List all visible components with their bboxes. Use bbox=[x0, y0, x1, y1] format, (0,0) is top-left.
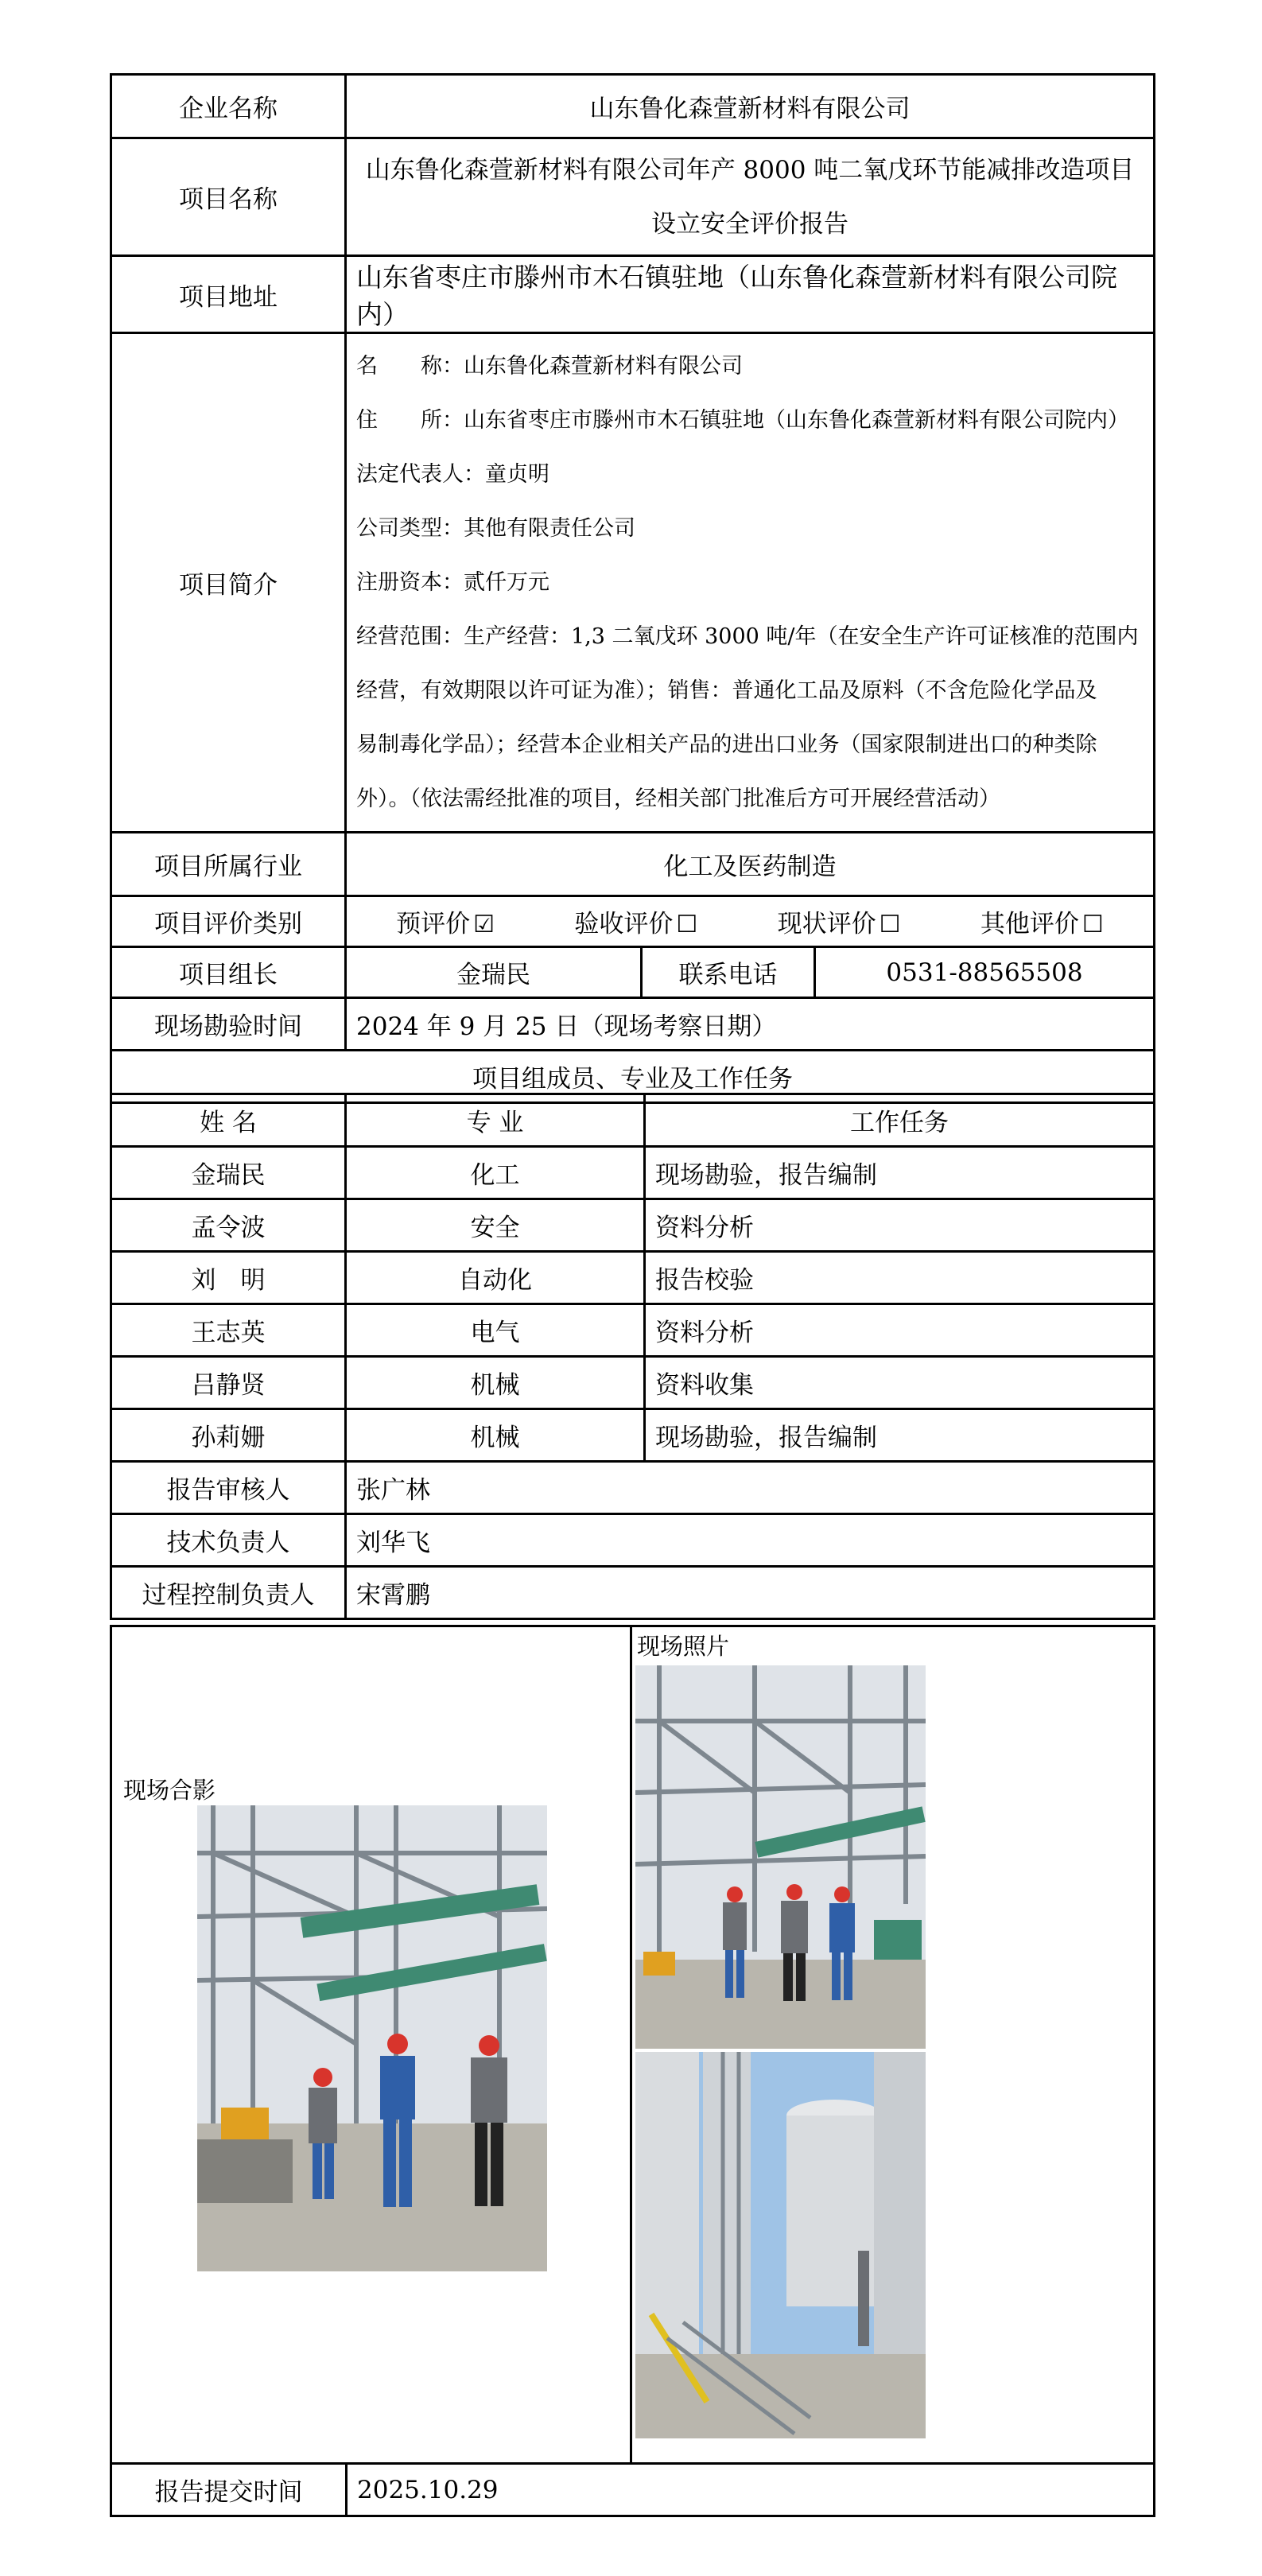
members-header-name: 姓 名 bbox=[111, 1094, 346, 1147]
intro-value bbox=[346, 333, 1155, 833]
project-name-label: 项目名称 bbox=[111, 138, 346, 256]
member-major: 机械 bbox=[346, 1409, 645, 1462]
member-name: 刘 明 bbox=[111, 1252, 346, 1304]
tech-label: 技术负责人 bbox=[111, 1514, 346, 1567]
members-table bbox=[110, 1093, 1155, 1463]
industry-label: 项目所属行业 bbox=[111, 833, 346, 896]
intro-line: 法定代表人：童贞明 bbox=[356, 461, 549, 487]
members-title: 项目组成员、专业及工作任务 bbox=[111, 1051, 1155, 1103]
member-major: 自动化 bbox=[346, 1252, 645, 1304]
signoff-table bbox=[110, 1460, 1155, 1620]
company-value: 山东鲁化森萱新材料有限公司 bbox=[346, 75, 1155, 138]
phone-value: 0531-88565508 bbox=[815, 947, 1155, 998]
unchecked-box-icon: ☐ bbox=[1081, 911, 1104, 938]
survey-value: 2024 年 9 月 25 日（现场考察日期） bbox=[346, 998, 1155, 1051]
leader-label: 项目组长 bbox=[111, 947, 346, 998]
submit-value: 2025.10.29 bbox=[347, 2464, 1155, 2516]
industry-value: 化工及医药制造 bbox=[346, 833, 1155, 896]
unchecked-box-icon: ☐ bbox=[676, 911, 698, 938]
reviewer-value: 张广林 bbox=[346, 1462, 1155, 1514]
photo-table bbox=[110, 1625, 1155, 2517]
members-header-task: 工作任务 bbox=[645, 1094, 1155, 1147]
intro-line: 名 称：山东鲁化森萱新材料有限公司 bbox=[356, 353, 743, 379]
site-photo-cell bbox=[631, 1626, 1155, 2464]
intro-line: 易制毒化学品）；经营本企业相关产品的进出口业务（国家限制进出口的种类除 bbox=[356, 732, 1097, 757]
table-row bbox=[111, 1199, 1155, 1252]
table-row bbox=[111, 1357, 1155, 1409]
address-label: 项目地址 bbox=[111, 256, 346, 333]
member-name: 金瑞民 bbox=[111, 1147, 346, 1199]
intro-label: 项目简介 bbox=[111, 333, 346, 833]
group-photo bbox=[197, 1805, 547, 2271]
unchecked-box-icon: ☐ bbox=[879, 911, 901, 938]
member-task: 资料分析 bbox=[645, 1304, 1155, 1357]
survey-label: 现场勘验时间 bbox=[111, 998, 346, 1051]
category-pre: 预评价 ☑ bbox=[396, 910, 495, 938]
table-row bbox=[111, 1252, 1155, 1304]
table-row bbox=[111, 1409, 1155, 1462]
address-value: 山东省枣庄市滕州市木石镇驻地（山东鲁化森萱新材料有限公司院内） bbox=[346, 256, 1155, 333]
intro-line: 外）。（依法需经批准的项目，经相关部门批准后方可开展经营活动） bbox=[356, 786, 1000, 811]
tech-value: 刘华飞 bbox=[346, 1514, 1155, 1567]
project-name-value bbox=[346, 138, 1155, 256]
category-other: 其他评价 ☐ bbox=[980, 910, 1104, 938]
category-acceptance: 验收评价 ☐ bbox=[574, 910, 698, 938]
member-name: 孟令波 bbox=[111, 1199, 346, 1252]
category-options bbox=[346, 896, 1155, 947]
reviewer-label: 报告审核人 bbox=[111, 1462, 346, 1514]
project-name-line2: 设立安全评价报告 bbox=[651, 209, 848, 239]
group-photo-cell bbox=[111, 1626, 631, 2464]
member-task: 现场勘验，报告编制 bbox=[645, 1409, 1155, 1462]
member-name: 孙莉姗 bbox=[111, 1409, 346, 1462]
category-current: 现状评价 ☐ bbox=[777, 910, 901, 938]
member-task: 报告校验 bbox=[645, 1252, 1155, 1304]
intro-line: 注册资本：贰仟万元 bbox=[356, 569, 549, 595]
process-label: 过程控制负责人 bbox=[111, 1567, 346, 1619]
member-major: 化工 bbox=[346, 1147, 645, 1199]
member-major: 安全 bbox=[346, 1199, 645, 1252]
company-label: 企业名称 bbox=[111, 75, 346, 138]
site-photo-label: 现场照片 bbox=[637, 1633, 730, 1660]
intro-line: 经营范围：生产经营：1,3 二氧戊环 3000 吨/年（在安全生产许可证核准的范围内 bbox=[356, 624, 1139, 649]
leader-value: 金瑞民 bbox=[346, 947, 642, 998]
member-major: 机械 bbox=[346, 1357, 645, 1409]
member-name: 吕静贤 bbox=[111, 1357, 346, 1409]
member-name: 王志英 bbox=[111, 1304, 346, 1357]
members-header-major: 专 业 bbox=[346, 1094, 645, 1147]
category-label: 项目评价类别 bbox=[111, 896, 346, 947]
phone-label: 联系电话 bbox=[642, 947, 815, 998]
site-photo-1 bbox=[635, 1665, 926, 2049]
intro-line: 公司类型：其他有限责任公司 bbox=[356, 515, 635, 541]
member-major: 电气 bbox=[346, 1304, 645, 1357]
table-row bbox=[111, 1147, 1155, 1199]
member-task: 资料分析 bbox=[645, 1199, 1155, 1252]
table-row bbox=[111, 1304, 1155, 1357]
intro-line: 经营，有效期限以许可证为准）；销售：普通化工品及原料（不含危险化学品及 bbox=[356, 678, 1097, 703]
report-info-table bbox=[110, 73, 1155, 1104]
member-task: 资料收集 bbox=[645, 1357, 1155, 1409]
submit-label: 报告提交时间 bbox=[111, 2464, 347, 2516]
site-photo-2 bbox=[635, 2052, 926, 2438]
member-task: 现场勘验，报告编制 bbox=[645, 1147, 1155, 1199]
intro-line: 住 所：山东省枣庄市滕州市木石镇驻地（山东鲁化森萱新材料有限公司院内） bbox=[356, 407, 1129, 433]
process-value: 宋霄鹏 bbox=[346, 1567, 1155, 1619]
project-name-line1: 山东鲁化森萱新材料有限公司年产 8000 吨二氧戊环节能减排改造项目 bbox=[365, 155, 1135, 185]
group-photo-label: 现场合影 bbox=[123, 1777, 216, 1804]
checked-box-icon: ☑ bbox=[473, 911, 495, 938]
